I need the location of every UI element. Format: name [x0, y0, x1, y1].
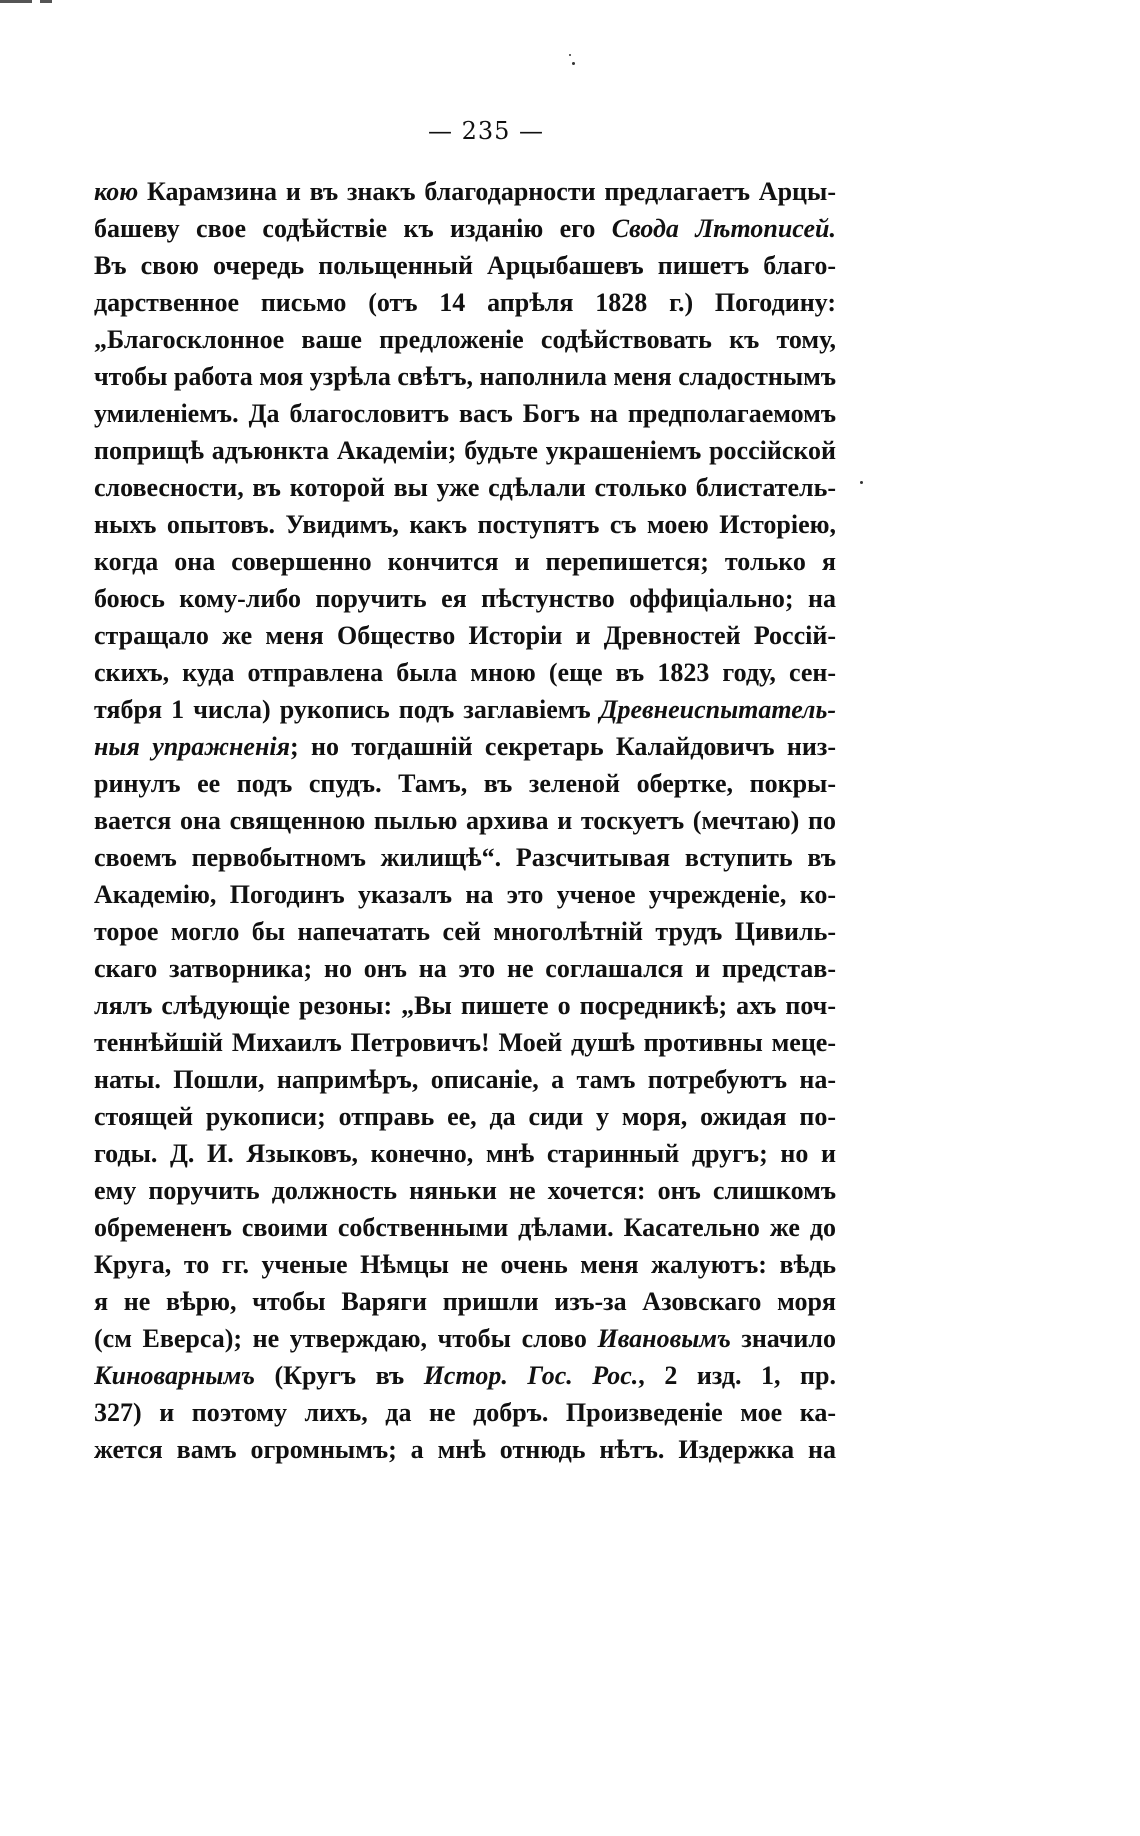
- text-segment: ныхъ опытовъ. Увидимъ, какъ поступятъ съ моею Исторіею,: [94, 510, 836, 539]
- text-line: [94, 543, 836, 580]
- text-segment: поприщѣ адъюнкта Академіи; будьте украшеніемъ россійской: [94, 436, 836, 465]
- text-segment: ринулъ ее подъ спудъ. Тамъ, въ зеленой обертке, покры-: [94, 769, 836, 798]
- italic-text: Древнеиспытатель-: [599, 695, 836, 724]
- text-segment: обремененъ своими собственными дѣлами. Касательно же до: [94, 1213, 836, 1242]
- text-segment: (Кругъ въ: [254, 1361, 424, 1390]
- text-line: [94, 1394, 836, 1431]
- text-line: [94, 1024, 836, 1061]
- text-line: [94, 802, 836, 839]
- text-segment: Академію, Погодинъ указалъ на это ученое учрежденіе, ко-: [94, 880, 836, 909]
- text-line: [94, 1098, 836, 1135]
- text-segment: „Благосклонное ваше предложеніе содѣйствовать къ тому,: [94, 325, 836, 354]
- text-segment: , 2 изд. 1, пр.: [638, 1361, 836, 1390]
- text-line: [94, 1283, 836, 1320]
- text-line: [94, 728, 836, 765]
- text-line: [94, 617, 836, 654]
- italic-text: Истор. Гос. Рос.: [423, 1361, 639, 1390]
- text-segment: чтобы работа моя узрѣла свѣтъ, наполнила меня сладостнымъ: [94, 362, 836, 391]
- text-segment: скихъ, куда отправлена была мною (еще въ 1823 году, сен-: [94, 658, 836, 687]
- text-line: [94, 395, 836, 432]
- scan-edge-mark: [40, 0, 52, 3]
- text-segment: (см Еверса); не утверждаю, чтобы слово: [94, 1324, 598, 1353]
- text-line: [94, 210, 836, 247]
- text-line: [94, 876, 836, 913]
- text-segment: словесности, въ которой вы уже сдѣлали столько блистатель-: [94, 473, 836, 502]
- text-segment: Круга, то гг. ученые Нѣмцы не очень меня жалуютъ: вѣдь: [94, 1250, 836, 1279]
- text-segment: наты. Пошли, напримѣръ, описаніе, а тамъ потребуютъ на-: [94, 1065, 836, 1094]
- text-line: [94, 1209, 836, 1246]
- text-segment: я не вѣрю, чтобы Варяги пришли изъ-за Азовскаго моря: [94, 1287, 836, 1316]
- text-segment: годы. Д. И. Языковъ, конечно, мнѣ старинный другъ; но и: [94, 1139, 836, 1168]
- text-line: [94, 1135, 836, 1172]
- text-segment: Карамзина и въ знакъ благодарности предлагаетъ Арцы-: [138, 177, 836, 206]
- ink-speck: [572, 62, 575, 65]
- text-line: [94, 247, 836, 284]
- text-segment: боюсь кому-либо поручить ея пѣстунство оффиціально; на: [94, 584, 836, 613]
- text-segment: стращало же меня Общество Исторіи и Древностей Россій-: [94, 621, 836, 650]
- text-segment: своемъ первобытномъ жилищѣ“. Разсчитывая вступить въ: [94, 843, 836, 872]
- text-segment: умиленіемъ. Да благословитъ васъ Богъ на предполагаемомъ: [94, 399, 836, 428]
- text-line: [94, 1357, 836, 1394]
- text-segment: стоящей рукописи; отправь ее, да сиди у моря, ожидая по-: [94, 1102, 836, 1131]
- page-text: [94, 173, 836, 1468]
- text-line: [94, 913, 836, 950]
- text-line: [94, 1320, 836, 1357]
- italic-text: ныя упражненія: [94, 732, 290, 761]
- scan-edge-mark: [0, 0, 32, 3]
- text-line: [94, 1246, 836, 1283]
- text-line: [94, 469, 836, 506]
- ink-speck: [569, 54, 571, 56]
- text-segment: скаго затворника; но онъ на это не соглашался и представ-: [94, 954, 836, 983]
- text-segment: теннѣйшій Михаилъ Петровичъ! Моей душѣ противны меце-: [94, 1028, 836, 1057]
- text-line: [94, 284, 836, 321]
- text-segment: ему поручить должность няньки не хочется: онъ слишкомъ: [94, 1176, 836, 1205]
- text-line: [94, 1172, 836, 1209]
- text-line: [94, 321, 836, 358]
- text-segment: 327) и поэтому лихъ, да не добръ. Произведеніе мое ка-: [94, 1398, 836, 1427]
- text-segment: когда она совершенно кончится и перепишется; только я: [94, 547, 836, 576]
- text-segment: значило: [730, 1324, 836, 1353]
- text-segment: жется вамъ огромнымъ; а мнѣ отнюдь нѣтъ. Издержка на: [94, 1435, 836, 1464]
- text-line: [94, 358, 836, 395]
- italic-text: кою: [94, 177, 139, 206]
- page-number: — 235 —: [427, 117, 545, 145]
- text-segment: ; но тогдашній секретарь Калайдовичъ низ-: [290, 732, 836, 761]
- ink-speck: [860, 481, 863, 484]
- text-line: [94, 1061, 836, 1098]
- text-segment: дарственное письмо (отъ 14 апрѣля 1828 г.) Погодину:: [94, 288, 836, 317]
- text-segment: тября 1 числа) рукопись подъ заглавіемъ: [94, 695, 600, 724]
- text-line: [94, 1431, 836, 1468]
- text-line: [94, 654, 836, 691]
- text-line: [94, 173, 836, 210]
- text-line: [94, 506, 836, 543]
- text-line: [94, 580, 836, 617]
- italic-text: Свода Лѣтописей.: [611, 214, 836, 243]
- text-line: [94, 691, 836, 728]
- text-segment: башеву свое содѣйствіе къ изданію его: [94, 214, 612, 243]
- text-line: [94, 839, 836, 876]
- italic-text: Ивановымъ: [597, 1324, 731, 1353]
- text-line: [94, 765, 836, 802]
- text-line: [94, 950, 836, 987]
- text-line: [94, 432, 836, 469]
- text-segment: торое могло бы напечатать сей многолѣтній трудъ Цивиль-: [94, 917, 836, 946]
- text-segment: вается она священною пылью архива и тоскуетъ (мечтаю) по: [94, 806, 836, 835]
- text-segment: лялъ слѣдующіе резоны: „Вы пишете о посредникѣ; ахъ поч-: [94, 991, 836, 1020]
- text-segment: Въ свою очередь польщенный Арцыбашевъ пишетъ благо-: [94, 251, 836, 280]
- italic-text: Киноварнымъ: [94, 1361, 255, 1390]
- text-line: [94, 987, 836, 1024]
